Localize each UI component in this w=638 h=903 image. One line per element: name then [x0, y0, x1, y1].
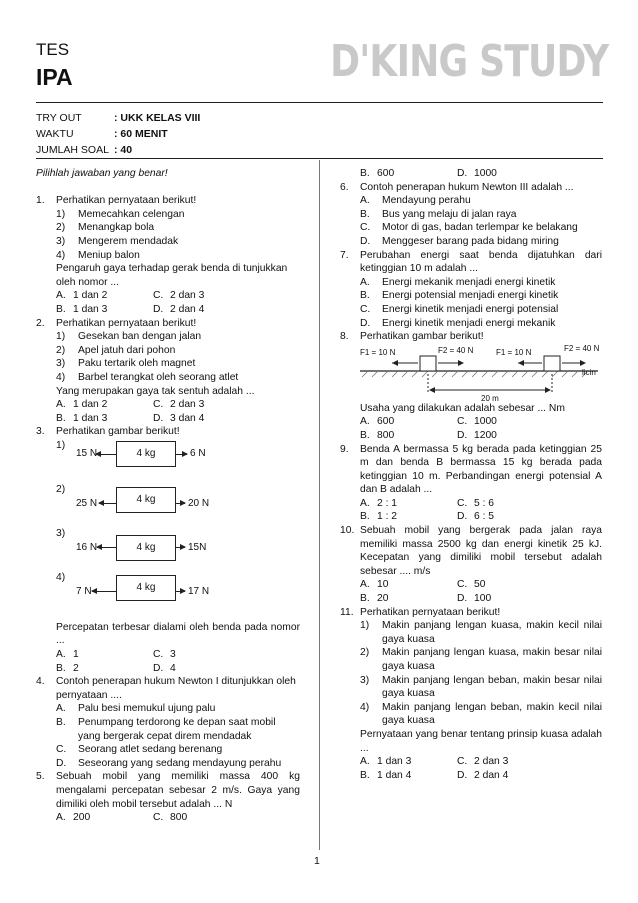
option-letter: A.	[360, 497, 370, 509]
q5-option-b[interactable]	[360, 167, 457, 181]
option-letter: D.	[457, 593, 468, 605]
q11-item-num: 1)	[360, 620, 370, 632]
q9-option-a[interactable]	[360, 497, 457, 511]
q11-text: Perhatikan pernyataan berikut!	[360, 606, 501, 618]
question-4	[36, 675, 300, 770]
option-text: 600	[377, 168, 395, 179]
option-letter: B.	[56, 662, 66, 674]
option-letter: B.	[56, 717, 66, 729]
left-force-arrow	[97, 547, 116, 548]
q10-text: Sebuah mobil yang bergerak pada jalan raya memiliki massa 2500 kg dan energi kinetik 25 kJ. Kecepatan yang dimiliki mobil tersebut adalah sebesar .... m/s	[360, 525, 602, 577]
option-letter: C.	[153, 812, 164, 824]
question-11	[340, 606, 602, 783]
diagram-number: 3)	[56, 527, 66, 539]
mass-box: 4 kg	[116, 441, 176, 467]
option-letter: B.	[360, 168, 370, 179]
q7-text: Perubahan energi saat benda dijatuhkan dari ketinggian 10 m adalah ...	[360, 249, 602, 275]
page-number: 1	[314, 855, 320, 867]
option-text: 1 : 2	[377, 511, 398, 523]
q2-option-c[interactable]	[153, 398, 250, 412]
option-letter: B.	[360, 769, 370, 781]
option-letter: A.	[56, 703, 66, 715]
option-text: 3	[170, 649, 176, 661]
option-text: 10	[377, 579, 389, 591]
option-letter: C.	[153, 399, 164, 411]
right-force-arrow	[175, 454, 187, 455]
q1-item: Meniup balon	[78, 249, 140, 261]
option-letter: A.	[56, 812, 66, 824]
option-text: 200	[73, 812, 91, 824]
option-letter: D.	[457, 168, 468, 179]
option-letter: A.	[360, 579, 370, 591]
q2-item-num: 3)	[56, 358, 66, 370]
header-subject: IPA	[36, 64, 73, 90]
right-force-arrow	[175, 547, 185, 548]
option-text: Energi kinetik menjadi energi potensial	[382, 303, 559, 315]
q4-text: Contoh penerapan hukum Newton I ditunjukkan oleh pernyataan ....	[56, 676, 296, 701]
q6-option-b[interactable]	[340, 208, 602, 222]
option-letter: C.	[457, 579, 468, 591]
left-force-arrow	[99, 503, 116, 504]
option-letter: D.	[360, 317, 371, 329]
q3-option-c[interactable]	[153, 648, 250, 662]
option-letter: A.	[360, 756, 370, 768]
q1-number: 1.	[36, 195, 45, 207]
force-diagram-4	[36, 571, 300, 621]
q11-item: Makin panjang lengan kuasa, makin besar nilai gaya kuasa	[382, 647, 602, 672]
q11-item-num: 3)	[360, 674, 370, 686]
option-text: Energi potensial menjadi energi kinetik	[382, 290, 559, 302]
option-text: 1200	[474, 429, 497, 441]
q2-option-d[interactable]	[153, 412, 250, 426]
option-text: 2 dan 3	[474, 756, 509, 768]
q2-item: Barbel terangkat oleh seorang atlet	[78, 371, 239, 383]
right-column	[340, 167, 602, 782]
option-text: 1 dan 2	[73, 399, 108, 411]
diagram-number: 1)	[56, 439, 66, 451]
jumlah-value: : 40	[114, 144, 133, 156]
q3-number: 3.	[36, 426, 45, 438]
q8-option-d[interactable]	[457, 429, 554, 443]
tryout-label: TRY OUT	[36, 112, 82, 124]
q7-option-a[interactable]	[340, 276, 602, 290]
work-diagram	[358, 344, 602, 402]
question-1	[36, 194, 300, 316]
q1-item-num: 4)	[56, 249, 66, 261]
q2-option-a[interactable]	[56, 398, 153, 412]
option-letter: B.	[56, 303, 66, 315]
option-text: 1 dan 4	[377, 769, 412, 781]
q7-option-d[interactable]	[340, 317, 602, 331]
left-column	[36, 167, 300, 825]
option-letter: A.	[56, 290, 66, 302]
force-diagram-3	[36, 527, 300, 571]
option-letter: C.	[56, 744, 67, 756]
right-force-label: 20 N	[188, 497, 210, 509]
q1-item-num: 2)	[56, 222, 66, 234]
f1-label-start: F1 = 10 N	[360, 347, 396, 357]
q3-option-b[interactable]	[56, 662, 153, 676]
q3-option-d[interactable]	[153, 662, 250, 676]
option-text: 800	[170, 812, 188, 824]
header-rule-top	[36, 102, 603, 103]
q1-item-num: 1)	[56, 208, 66, 220]
column-divider	[319, 160, 320, 850]
option-letter: D.	[153, 662, 164, 674]
option-letter: D.	[360, 235, 371, 247]
q11-item-num: 4)	[360, 701, 370, 713]
left-force-label: 15 N	[76, 447, 98, 459]
option-letter: D.	[457, 511, 468, 523]
q4-option-b[interactable]	[36, 716, 300, 743]
option-text: 50	[474, 579, 486, 591]
q6-option-a[interactable]	[340, 194, 602, 208]
option-letter: A.	[360, 276, 370, 288]
distance-label: 20 m	[481, 393, 499, 403]
force-diagram-1	[36, 439, 300, 483]
question-8	[340, 330, 602, 442]
option-letter: B.	[360, 593, 370, 605]
q9-option-b[interactable]	[360, 510, 457, 524]
option-letter: D.	[153, 303, 164, 315]
q1-option-a[interactable]	[56, 289, 153, 303]
q10-option-d[interactable]	[457, 592, 554, 606]
q11-item: Makin panjang lengan beban, makin besar nilai gaya kuasa	[382, 674, 602, 700]
left-force-arrow	[96, 454, 116, 455]
option-letter: B.	[56, 412, 66, 424]
option-letter: A.	[56, 649, 66, 661]
q2-item-num: 1)	[56, 331, 66, 343]
q10-option-b[interactable]	[360, 592, 457, 606]
q6-number: 6.	[340, 181, 349, 193]
option-letter: C.	[457, 416, 468, 428]
option-text: Bus yang melaju di jalan raya	[382, 208, 517, 220]
q8-text: Perhatikan gambar berikut!	[360, 331, 484, 343]
q1-text: Perhatikan pernyataan berikut!	[56, 195, 197, 207]
q4-option-d[interactable]	[36, 757, 300, 771]
question-2	[36, 317, 300, 426]
option-text: 100	[474, 593, 492, 605]
right-force-label: 17 N	[188, 585, 210, 597]
header-tes: TES	[36, 40, 70, 59]
q9-option-c[interactable]	[457, 497, 554, 511]
q1-option-c[interactable]	[153, 289, 250, 303]
option-text: 2 dan 4	[170, 303, 205, 315]
q10-option-a[interactable]	[360, 578, 457, 592]
q9-option-d[interactable]	[457, 510, 554, 524]
option-letter: D.	[56, 757, 67, 769]
option-letter: C.	[457, 756, 468, 768]
option-text: Penumpang terdorong ke depan saat mobil yang bergerak cepat direm mendadak	[78, 717, 276, 742]
q3-question: Percepatan terbesar dialami oleh benda pada nomor ...	[56, 621, 300, 647]
option-text: 2 : 1	[377, 497, 398, 509]
q5-option-a[interactable]	[56, 811, 153, 825]
option-text: 1 dan 2	[73, 290, 108, 302]
option-text: 20	[377, 593, 389, 605]
q11-option-c[interactable]	[457, 755, 554, 769]
q2-text: Perhatikan pernyataan berikut!	[56, 317, 197, 329]
q2-item-num: 2)	[56, 344, 66, 356]
q8-option-c[interactable]	[457, 415, 554, 429]
option-text: 2 dan 3	[170, 290, 205, 302]
header-rule-bottom	[36, 158, 603, 159]
left-force-label: 16 N	[76, 541, 98, 553]
q1-option-d[interactable]	[153, 303, 250, 317]
option-letter: B.	[360, 511, 370, 523]
option-text: 5 : 6	[474, 497, 495, 509]
q8-question: Usaha yang dilakukan adalah sebesar ... Nm	[360, 402, 565, 414]
option-letter: C.	[457, 497, 468, 509]
q4-number: 4.	[36, 676, 45, 688]
f1-label-end: F1 = 10 N	[496, 347, 532, 357]
q11-item: Makin panjang lengan beban, makin kecil nilai gaya kuasa	[382, 701, 602, 727]
left-force-label: 25 N	[76, 497, 98, 509]
q8-option-b[interactable]	[360, 429, 457, 443]
q2-item: Paku tertarik oleh magnet	[78, 358, 196, 370]
option-text: Motor di gas, badan terlempar ke belakang	[382, 222, 578, 234]
block-end	[544, 356, 560, 371]
option-text: Energi kinetik menjadi energi mekanik	[382, 317, 556, 329]
jumlah-label: JUMLAH SOAL	[36, 144, 109, 156]
option-text: 6 : 5	[474, 511, 495, 523]
q6-option-d[interactable]	[340, 235, 602, 249]
question-7	[340, 249, 602, 331]
waktu-label: WAKTU	[36, 128, 74, 140]
q1-item: Mengerem mendadak	[78, 235, 179, 247]
option-letter: B.	[360, 208, 370, 220]
question-6	[340, 181, 602, 249]
right-force-arrow	[175, 503, 185, 504]
option-letter: B.	[360, 290, 370, 302]
option-letter: A.	[360, 195, 370, 207]
q5-option-d[interactable]	[457, 167, 554, 181]
q2-number: 2.	[36, 317, 45, 329]
q2-item: Gesekan ban dengan jalan	[78, 331, 202, 343]
option-text: 1000	[474, 416, 497, 428]
q1-item: Memecahkan celengan	[78, 208, 185, 220]
q7-number: 7.	[340, 249, 349, 261]
option-text: Energi mekanik menjadi energi kinetik	[382, 276, 556, 288]
mass-box: 4 kg	[116, 487, 176, 513]
q11-item-num: 2)	[360, 647, 370, 659]
option-text: 1 dan 3	[73, 412, 108, 424]
q7-option-b[interactable]	[340, 289, 602, 303]
q1-item-num: 3)	[56, 235, 66, 247]
q1-question: Pengaruh gaya terhadap gerak benda di tunjukkan oleh nomor ...	[56, 263, 288, 288]
question-3	[36, 425, 300, 675]
q5-continued	[340, 167, 602, 181]
mass-box: 4 kg	[116, 575, 176, 601]
q11-number: 11.	[340, 606, 354, 618]
q5-option-c[interactable]	[153, 811, 250, 825]
option-letter: C.	[153, 290, 164, 302]
question-5	[36, 770, 300, 824]
option-text: Seseorang yang sedang mendayung perahu	[78, 757, 282, 769]
option-letter: A.	[56, 399, 66, 411]
q7-option-c[interactable]	[340, 303, 602, 317]
right-force-label: 6 N	[190, 447, 206, 459]
option-text: 1 dan 3	[377, 756, 412, 768]
tryout-value: : UKK KELAS VIII	[114, 112, 201, 124]
block-start	[420, 356, 436, 371]
f2-label-end: F2 = 40 N	[564, 343, 600, 353]
q4-option-a[interactable]	[36, 702, 300, 716]
option-text: 2	[73, 662, 79, 674]
f2-label-start: F2 = 40 N	[438, 345, 474, 355]
q2-item-num: 4)	[56, 371, 66, 383]
question-9	[340, 443, 602, 525]
option-text: 1000	[474, 168, 497, 179]
mass-box: 4 kg	[116, 535, 176, 561]
option-letter: C.	[360, 222, 371, 234]
instruction: Pilihlah jawaban yang benar!	[36, 168, 168, 179]
right-force-arrow	[175, 591, 185, 592]
q11-question: Pernyataan yang benar tentang prinsip kuasa adalah ...	[360, 728, 602, 754]
option-letter: D.	[457, 429, 468, 441]
q2-option-b[interactable]	[56, 412, 153, 426]
left-force-label: 7 N	[76, 585, 92, 597]
q4-option-c[interactable]	[36, 743, 300, 757]
floor-label: licin	[582, 367, 596, 377]
q8-number: 8.	[340, 331, 349, 343]
q9-number: 9.	[340, 443, 349, 455]
q10-option-c[interactable]	[457, 578, 554, 592]
q1-item: Menangkap bola	[78, 222, 155, 234]
q10-number: 10.	[340, 525, 355, 537]
option-letter: D.	[153, 412, 164, 424]
q8-option-a[interactable]	[360, 415, 457, 429]
q2-question: Yang merupakan gaya tak sentuh adalah ...	[56, 385, 255, 397]
option-text: Menggeser barang pada bidang miring	[382, 235, 559, 247]
option-text: 800	[377, 429, 395, 441]
q5-number: 5.	[36, 771, 45, 783]
q6-text: Contoh penerapan hukum Newton III adalah ...	[360, 181, 574, 193]
option-letter: C.	[153, 649, 164, 661]
q6-option-c[interactable]	[340, 221, 602, 235]
question-10	[340, 524, 602, 606]
q11-option-b[interactable]	[360, 769, 457, 783]
right-force-label: 15N	[188, 541, 207, 553]
diagram-number: 4)	[56, 571, 66, 583]
exam-info	[36, 110, 200, 158]
option-text: 2 dan 3	[170, 399, 205, 411]
option-text: 4	[170, 662, 176, 674]
option-letter: C.	[360, 303, 371, 315]
q9-text: Benda A bermassa 5 kg berada pada ketinggian 25 m dan benda B bermassa 15 kg berada pada ketinggian 10 m. Perbandingan energi potensial A dan B adalah ...	[360, 443, 602, 496]
floor-hatching	[362, 371, 588, 377]
option-text: Mendayung perahu	[382, 195, 471, 207]
option-text: 1	[73, 649, 79, 661]
option-letter: D.	[457, 769, 468, 781]
q1-option-b[interactable]	[56, 303, 153, 317]
option-text: 3 dan 4	[170, 412, 205, 424]
option-text: 2 dan 4	[474, 769, 509, 781]
waktu-value: : 60 MENIT	[114, 128, 168, 140]
q11-item: Makin panjang lengan kuasa, makin kecil nilai gaya kuasa	[382, 620, 602, 645]
option-letter: B.	[360, 429, 370, 441]
option-letter: A.	[360, 416, 370, 428]
q11-option-d[interactable]	[457, 769, 554, 783]
q3-text: Perhatikan gambar berikut!	[56, 426, 180, 438]
diagram-number: 2)	[56, 483, 66, 495]
brand-logo: D'KING STUDY	[329, 36, 608, 87]
q3-option-a[interactable]	[56, 648, 153, 662]
left-force-arrow	[92, 591, 116, 592]
q2-item: Apel jatuh dari pohon	[78, 344, 176, 356]
option-text: 600	[377, 416, 395, 428]
option-text: Seorang atlet sedang berenang	[78, 744, 223, 756]
q11-option-a[interactable]	[360, 755, 457, 769]
q5-text: Sebuah mobil yang memiliki massa 400 kg mengalami percepatan sebesar 2 m/s. Gaya yang dimiliki oleh mobil tersebut adalah ... N	[56, 771, 300, 810]
option-text: 1 dan 3	[73, 303, 108, 315]
option-text: Palu besi memukul ujung palu	[78, 703, 216, 715]
force-diagram-2	[36, 483, 300, 527]
